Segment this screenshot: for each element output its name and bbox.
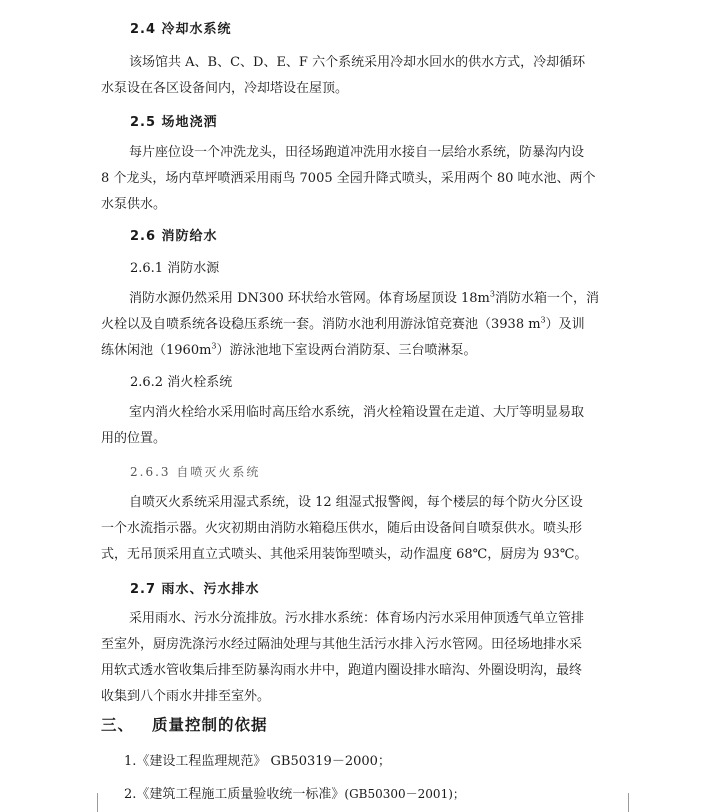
text-line: 每片座位设一个冲洗龙头，田径场跑道冲洗用水接自一层给水系统，防暴沟内设 [129,145,585,160]
section-heading-2-7: 2.7 雨水、污水排水 [130,582,260,597]
paragraph-sprinkler-system [101,490,633,568]
text-line [101,286,633,312]
text-line: 水泵设在各区设备间内，冷却塔设在屋顶。 [101,81,349,96]
text-segment: ）游泳池地下室设两台消防泵、三台喷淋泵。 [216,343,477,358]
reference-item [124,783,465,802]
text-line: 采用雨水、污水分流排放。污水排水系统：体育场内污水采用伸顶透气单立管排 [129,611,585,626]
chapter-title: 质量控制的依据 [152,716,268,734]
text-segment: 火栓以及自喷系统各设稳压系统一套。消防水池利用游泳馆竞赛池（3938 m [101,317,541,332]
section-heading-2-5: 2.5 场地浇洒 [130,115,218,130]
chapter-number: 三、 [101,716,135,734]
text-line: 室内消火栓给水采用临时高压给水系统，消火栓箱设置在走道、大厅等明显易取 [129,405,585,420]
section-heading-2-6: 2.6 消防给水 [130,229,218,244]
text-line: 水泵供水。 [101,197,167,212]
paragraph-hydrant-system [101,400,633,452]
text-line: 至室外，厨房洗涤污水经过隔油处理与其他生活污水排入污水管网。田径场地排水采 [101,637,583,652]
page-margin-mark [88,793,98,812]
superscript: 3 [211,341,217,351]
reference-item [124,750,391,769]
text-line: 式，无吊顶采用直立式喷头、其他采用装饰型喷头，动作温度 68℃，厨房为 93℃。 [101,547,588,562]
text-line: 用的位置。 [101,431,167,446]
chapter-heading [101,713,268,735]
superscript: 3 [489,289,495,299]
text-line [101,312,633,338]
text-line: 用软式透水管收集后排至防暴沟雨水井中，跑道内圈设排水暗沟、外圈设明沟，最终 [101,663,583,678]
subsection-heading-2-6-1: 2.6.1 消防水源 [130,261,220,276]
text-line: 一个水流指示器。火灾初期由消防水箱稳压供水，随后由设备间自喷泵供水。喷头形 [101,521,583,536]
paragraph-drainage [101,606,633,710]
reference-text: 1.《建设工程监理规范》 GB50319－2000； [124,754,391,769]
text-segment: 消防水源仍然采用 DN300 环状给水管网。体育场屋顶设 18m [129,291,490,306]
page-margin-mark [628,793,638,812]
text-line: 8 个龙头，场内草坪喷洒采用雨鸟 7005 全园升降式喷头，采用两个 80 吨水池、两个 [101,171,596,186]
text-segment: 消防水箱一个，消 [494,291,599,306]
text-line: 自喷灭火系统采用湿式系统，设 12 组湿式报警阀，每个楼层的每个防火分区设 [129,495,583,510]
text-line [101,338,633,364]
subsection-heading-2-6-2: 2.6.2 消火栓系统 [130,375,233,390]
paragraph-cooling-water [101,50,633,102]
reference-text: 2.《建筑工程施工质量验收统一标准》 [124,787,345,802]
paragraph-site-sprinkling [101,140,633,218]
section-heading-2-4: 2.4 冷却水系统 [130,22,232,37]
subsection-heading-2-6-3: 2.6.3 自喷灭火系统 [130,465,261,479]
reference-code: (GB50300－2001)； [344,787,465,801]
paragraph-fire-water-source [101,286,633,364]
text-line: 收集到八个雨水井排至室外。 [101,689,271,704]
superscript: 3 [540,315,546,325]
text-segment: ）及训 [545,317,585,332]
text-line: 该场馆共 A、B、C、D、E、F 六个系统采用冷却水回水的供水方式，冷却循环 [129,55,586,70]
text-segment: 练休闲池（1960m [101,343,212,358]
